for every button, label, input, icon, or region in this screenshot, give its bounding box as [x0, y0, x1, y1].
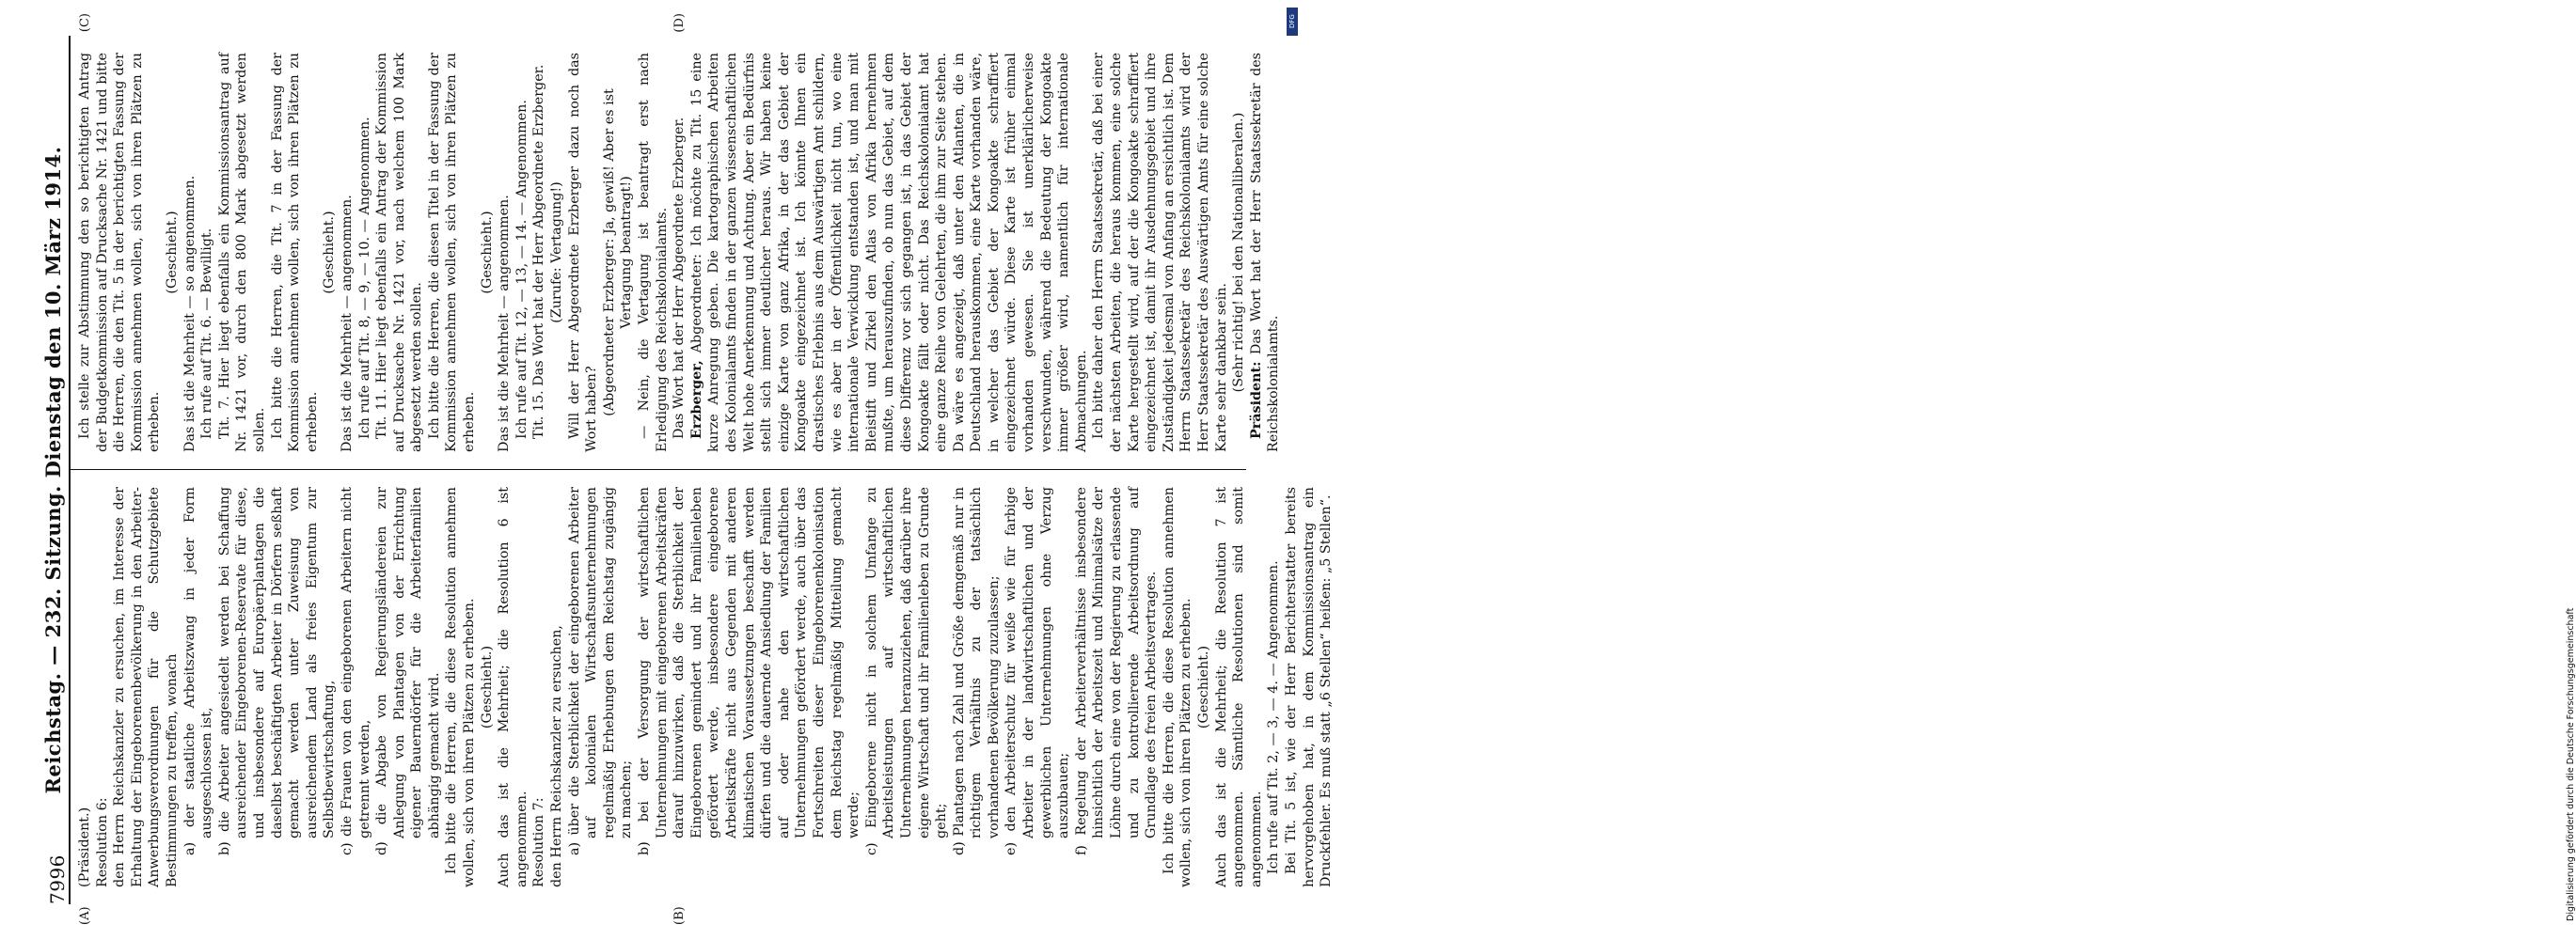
paragraph: Resolution 7: [531, 797, 547, 887]
paragraph: (Abgeordneter Erzberger: Ja, gewiß! Aber es ist Vertagung beantragt!) [601, 88, 635, 416]
paragraph: (Geschieht.) [1196, 645, 1211, 729]
paragraph: Resolution 6: [94, 797, 110, 887]
paragraph: (Sehr richtig! bei den Nationalliberalen.) [1231, 112, 1247, 393]
speech-text: Abgeordneter: Ich möchte zu Tit. 15 eine kurze Anregung geben. Die kartographischen Arbeiten des Kolonialamts finden in der ganzen wissenschaftlichen Welt hohe Anerkennung und Achtung. Aber ein Bedürfnis stellt sich immer deutlicher heraus. Wir haben keine einzige Karte von ganz Afrika, in der das Gebiet der Kongoakte eingezeichnet ist. Ich könnte Ihnen ein drastisches Erlebnis aus dem Auswärtigen Amt schildern, wie es aber in der Öffentlichkeit nicht tun, wo eine internationale Verwicklung entstanden ist, und man mit Bleistift und Zirkel den Atlas von Afrika hernehmen mußte, um herauszufinden, ob nun das Gebiet, auf dem diese Differenz vor sich gegangen ist, in das Gebiet der Kongoakte fällt oder nicht. Das Reichskolonialamt hat eine ganze Reihe von Gelehrten, die ihm zur Seite stehen. Da wäre es angezeigt, daß unter den Atlanten, die in Deutschland herauskommen, eine Karte vorhanden wäre, in welcher das Gebiet der Kongoakte schraffiert eingezeichnet würde. Diese Karte ist früher einmal vorhanden gewesen. Sie ist unerklärlicherweise verschwunden, während die Bedeutung der Kongoakte immer größer wird, namentlich für internationale Abmachungen. [688, 53, 1089, 452]
page-header [31, 36, 71, 904]
paragraph [1248, 53, 1283, 452]
digitization-credit: Digitalisierung gefördert durch die Deutsche Forschungsgemeinschaft [2566, 607, 2576, 921]
margin-label-b: (B) [672, 906, 687, 925]
paragraph: Ich rufe auf Tit. 6. — Bewilligt. [199, 227, 215, 439]
paragraph: Das ist die Mehrheit — angenommen. [339, 195, 355, 452]
paragraph: (Geschieht.) [479, 211, 495, 294]
paragraph: Ich bitte die Herren, die diesen Titel in der Fassung der Kommission annehmen wollen, sich von ihren Plätzen zu erheben. [426, 53, 478, 452]
paragraph [688, 53, 1091, 452]
paragraph: Das ist die Mehrheit — angenommen. [497, 195, 513, 452]
dfg-logo: DFG [1287, 8, 1298, 36]
paragraph: den Herrn Reichskanzler zu ersuchen, [549, 625, 565, 887]
paragraph: Ich rufe auf Tit. 8, — 9, — 10. — Angenommen. [356, 117, 372, 439]
paragraph: e) den Arbeiterschutz für weiße wie für farbige Arbeiter in der landwirtschaftlichen und der gewerblichen Unternehmungen ohne Verzug auszubauen; [1004, 487, 1072, 855]
paragraph: Tit. 11. Hier liegt ebenfalls ein Antrag der Kommission auf Drucksache Nr. 1421 vor, nach welchem 100 Mark abgesetzt werden sollen. [374, 53, 425, 452]
speaker-name: Erzberger, [688, 360, 704, 439]
paragraph: Auch das ist die Mehrheit; die Resolution 7 ist angenommen. Sämtliche Resolutionen sind somit angenommen. [1213, 487, 1264, 887]
paragraph: den Herrn Reichskanzler zu ersuchen, im Interesse der Erhaltung der Eingeborenenbevölkerung in den Arbeiter-Anwerbungsverordnungen für die Schutzgebiete Bestimmungen zu treffen, wonach [112, 487, 180, 887]
left-column [71, 470, 1335, 925]
paragraph: c) die Frauen von den eingeborenen Arbeitern nicht getrennt werden, [339, 487, 372, 855]
paragraph: (Zurufe: Vertagung!) [549, 181, 565, 323]
page-number: 7996 [46, 854, 69, 904]
paragraph: a) der staatliche Arbeitszwang in jeder Form ausgeschlossen ist, [182, 487, 215, 855]
paragraph: c) Eingeborene nicht in solchem Umfange zu Arbeitsleistungen auf wirtschaftlichen Unternehmungen heranzuziehen, daß darüber ihre eigene Wirtschaft und ihr Familienleben zu Grunde geht; [863, 487, 950, 855]
margin-label-a: (A) [78, 906, 92, 925]
paragraph: b) bei der Versorgung der wirtschaftlichen Unternehmungen mit eingeborenen Arbeitskräften darauf hinzuwirken, daß die Sterblichkeit der Eingeborenen gemindert und ihr Familienleben gefördert werde, insbesondere eingeborene Arbeitskräfte nicht aus Gegenden mit anderen klimatischen Voraussetzungen beschafft werden dürfen und die dauernde Ansiedlung der Familien auf oder nahe den wirtschaftlichen Unternehmungen gefördert werde, auch über das Fortschreiten dieser Eingeborenenkolonisation dem Reichstag regelmäßig Mitteilung gemacht werde; [637, 487, 862, 855]
right-column [71, 13, 1282, 470]
paragraph: (Geschieht.) [479, 645, 495, 729]
speaker-name: Präsident: [1248, 361, 1264, 439]
margin-label-c: (C) [78, 13, 92, 33]
paragraph: Tit. 15. Das Wort hat der Herr Abgeordnete Erzberger. [531, 64, 547, 439]
paragraph: f) Regelung der Arbeiterverhältnisse insbesondere hinsichtlich der Arbeitszeit und Minimalsätze der Löhne durch eine von der Regierung zu erlassende und zu kontrollierende Arbeitsordnung auf Grundlage des freien Arbeitsvertrages. [1073, 487, 1160, 855]
paragraph: (Geschieht.) [164, 211, 180, 294]
paragraph: Ich bitte die Herren, die diese Resolution annehmen wollen, sich von ihren Plätzen zu erheben. [444, 487, 478, 887]
margin-label-d: (D) [672, 13, 687, 33]
speech-text: Das Wort hat der Herr Staatssekretär des Reichskolonialamts. [1248, 53, 1282, 452]
paragraph: Ich bitte die Herren, die diese Resolution annehmen wollen, sich von ihren Plätzen zu erheben. [1161, 487, 1194, 887]
paragraph: b) die Arbeiter angesiedelt werden bei Schaffung ausreichender Eingeborenen-Reservate für diese, und insbesondere auf Europäerplantagen die daselbst beschäftigten Arbeiter in Dörfern seßhaft gemacht werden unter Zuweisung von ausreichendem Land als freies Eigentum zur Selbstbewirtschaftung, [216, 487, 338, 855]
paragraph: Will der Herr Abgeordnete Erzberger dazu noch das Wort haben? [566, 53, 600, 452]
paragraph: — Nein, die Vertagung ist beantragt erst nach Erledigung des Reichskolonialamts. [637, 53, 670, 452]
paragraph: Auch das ist die Mehrheit; die Resolution 6 ist angenommen. [497, 487, 529, 887]
paragraph: (Präsident.) [77, 807, 92, 887]
paragraph: Das ist die Mehrheit — so angenommen. [182, 175, 198, 452]
page-title: Reichstag. — 232. Sitzung. Dienstag den 10. März 1914. [41, 146, 65, 794]
paragraph: d) Plantagen nach Zahl und Größe demgemäß nur in richtigem Verhältnis zu der tatsächlich vorhandenen Bevölkerung zuzulassen; [951, 487, 1002, 855]
paragraph: Ich rufe auf Tit. 2, — 3, — 4. — Angenommen. [1266, 560, 1282, 874]
paragraph: Ich stelle zur Abstimmung den so berichtigten Antrag der Budgetkommission auf Drucksache Nr. 1421 und bitte die Herren, die den Tit. 5 in der berichtigten Fassung der Kommission annehmen wollen, sich von ihren Plätzen zu erheben. [77, 53, 163, 452]
paragraph: Das Wort hat der Herr Abgeordnete Erzberger. [672, 117, 687, 439]
paragraph: a) über die Sterblichkeit der eingeborenen Arbeiter auf kolonialen Wirtschaftsunternehmungen regelmäßig Erhebungen dem Reichstag zugängig zu machen; [566, 487, 635, 855]
paragraph: Bei Tit. 5 ist, wie der Herr Berichterstatter bereits hervorgehoben hat, in dem Kommissionsantrag ein Druckfehler. Es muß statt „6 Stellen“ heißen: „5 Stellen“. [1283, 487, 1335, 887]
paragraph: d) die Abgabe von Regierungsländereien zur Anlegung von Plantagen von der Errichtung eigener Bauerndörfer für die Arbeiterfamilien abhängig gemacht wird. [374, 487, 442, 855]
paragraph: Ich rufe auf Tit. 12, — 13, — 14. — Angenommen. [514, 100, 529, 439]
paragraph: Ich bitte die Herren, die Tit. 7 in der Fassung der Kommission annehmen wollen, sich von ihren Plätzen zu erheben. [269, 53, 320, 452]
paragraph: Ich bitte daher den Herrn Staatssekretär, daß bei einer der nächsten Arbeiten, die heraus kommen, eine solche Karte hergestellt wird, auf der die Kongoakte schraffiert eingezeichnet ist, damit ihr Ausdehnungsgebiet und ihre Zuständigkeit jedesmal von Anfang an ersichtlich ist. Dem Herrn Staatssekretär des Reichskolonialamts wird der Herr Staatssekretär des Auswärtigen Amts für eine solche Karte sehr dankbar sein. [1091, 53, 1229, 452]
paragraph: (Geschieht.) [322, 211, 338, 294]
paragraph: Tit. 7. Hier liegt ebenfalls ein Kommissionsantrag auf Nr. 1421 vor, durch den 800 Mark abgesetzt werden sollen. [216, 53, 267, 452]
